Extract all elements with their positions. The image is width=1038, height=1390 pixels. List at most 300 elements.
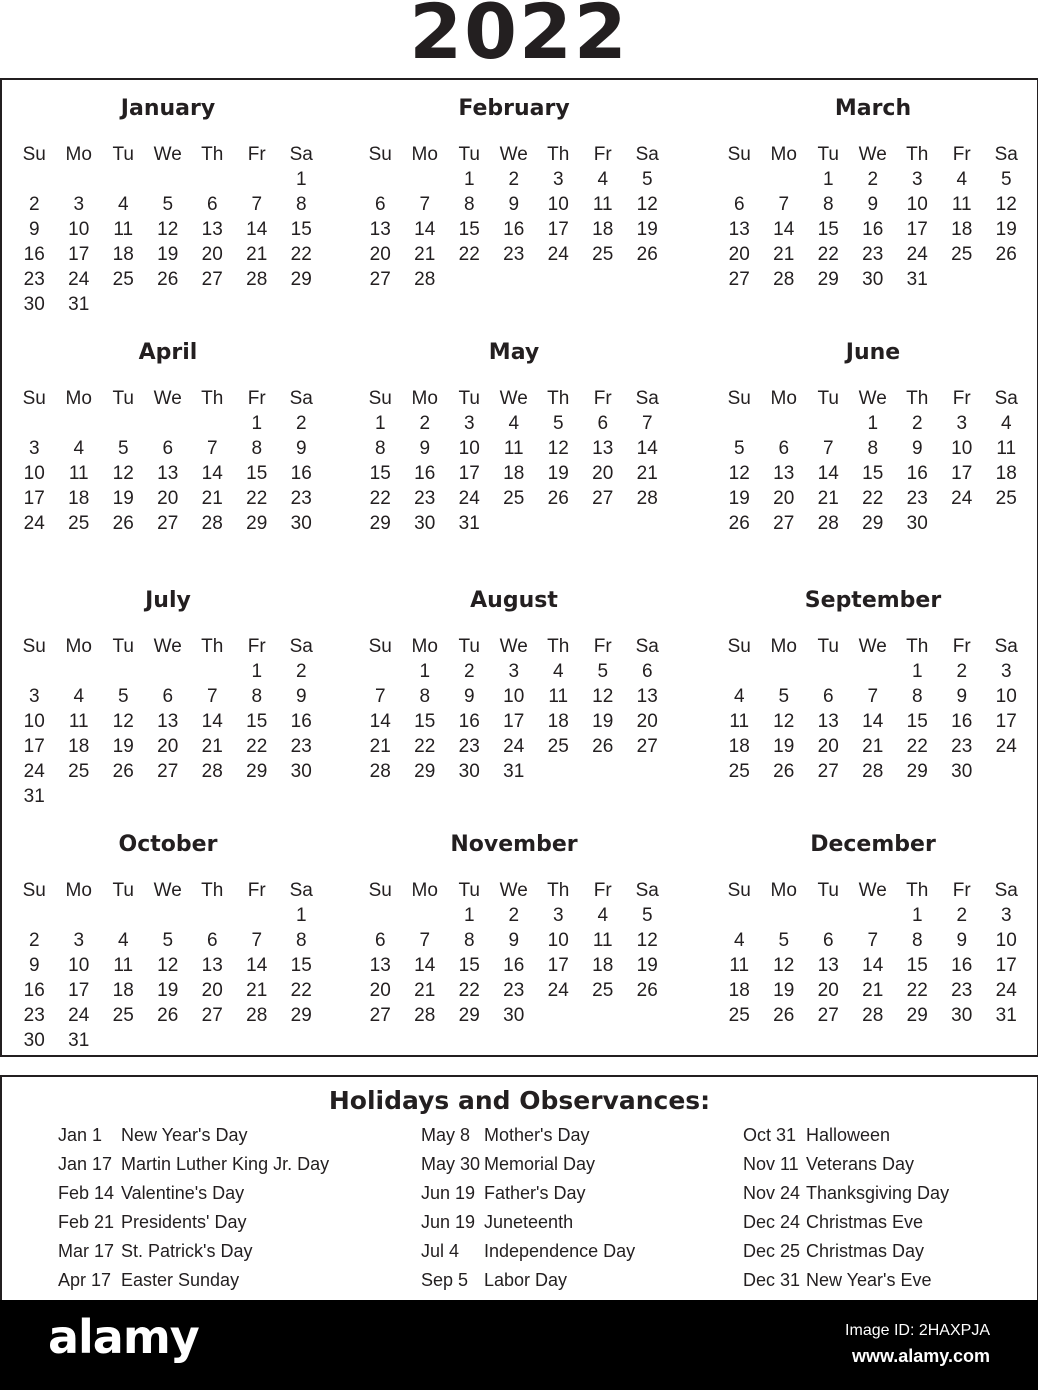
month-name: January — [120, 96, 216, 121]
week-row — [358, 511, 670, 536]
day-cell: 19 — [112, 736, 134, 757]
day-cell: 27 — [201, 269, 223, 290]
day-cell: 25 — [547, 736, 569, 757]
day-cell: 18 — [503, 463, 525, 484]
weekday-label: Fr — [952, 880, 971, 901]
weekday-label: We — [153, 636, 182, 657]
week-row — [717, 461, 1029, 486]
day-cell: 18 — [728, 736, 750, 757]
day-cell — [101, 1028, 146, 1053]
weekday-label: We — [499, 144, 528, 165]
week-row — [358, 242, 670, 267]
day-cell: 9 — [28, 955, 40, 976]
holiday-date: Feb 14 — [58, 1183, 115, 1203]
day-cell: 8 — [251, 686, 263, 707]
holiday-date: Jan 1 — [58, 1125, 103, 1145]
day-cell: 20 — [592, 463, 614, 484]
day-cell: 27 — [592, 488, 614, 509]
day-cell: 14 — [201, 711, 223, 732]
month-name: September — [804, 588, 942, 613]
day-cell: 22 — [906, 736, 928, 757]
week-row — [358, 759, 670, 784]
day-cell — [101, 167, 146, 192]
day-cell — [536, 1003, 581, 1028]
week-row — [12, 759, 324, 784]
day-cell: 4 — [73, 686, 85, 707]
day-cell — [717, 659, 762, 684]
week-row — [12, 267, 324, 292]
day-cell: 21 — [862, 736, 884, 757]
day-cell: 10 — [906, 194, 928, 215]
weekday-label: Tu — [817, 388, 839, 409]
day-cell — [12, 659, 57, 684]
month-august — [358, 586, 670, 816]
day-cell: 20 — [636, 711, 658, 732]
week-row — [358, 217, 670, 242]
week-row — [358, 709, 670, 734]
holiday-date: Dec 31 — [743, 1270, 801, 1290]
holiday-name: Thanksgiving Day — [806, 1183, 950, 1203]
week-row — [358, 436, 670, 461]
day-cell: 11 — [592, 930, 613, 951]
day-cell: 29 — [906, 761, 928, 782]
day-cell: 16 — [862, 219, 884, 240]
weekday-label: Mo — [770, 388, 797, 409]
day-cell: 31 — [503, 761, 525, 782]
day-cell — [101, 659, 146, 684]
day-cell: 15 — [906, 955, 928, 976]
day-cell: 20 — [201, 244, 223, 265]
month-days-grid — [12, 142, 324, 317]
weekday-label: Mo — [770, 144, 797, 165]
day-cell — [581, 1003, 626, 1028]
day-cell: 20 — [773, 488, 795, 509]
week-row — [358, 734, 670, 759]
holiday-name: Father's Day — [484, 1183, 586, 1203]
day-cell: 7 — [251, 930, 263, 951]
day-cell — [235, 903, 280, 928]
day-cell: 25 — [112, 269, 134, 290]
week-row — [717, 192, 1029, 217]
day-cell: 12 — [112, 463, 134, 484]
day-cell: 10 — [547, 194, 569, 215]
day-cell: 19 — [773, 980, 795, 1001]
week-row — [12, 1028, 324, 1053]
day-cell: 8 — [295, 194, 307, 215]
month-march — [717, 94, 1029, 324]
day-cell: 14 — [773, 219, 795, 240]
day-cell: 15 — [290, 219, 312, 240]
holiday-name: Labor Day — [484, 1270, 568, 1290]
holiday-item — [58, 1150, 329, 1179]
weekday-label: Sa — [289, 388, 313, 409]
day-cell — [851, 659, 896, 684]
week-row — [717, 267, 1029, 292]
day-cell: 21 — [636, 463, 658, 484]
weekday-label: Su — [368, 880, 392, 901]
day-cell — [101, 784, 146, 809]
month-october — [12, 830, 324, 1060]
day-cell: 31 — [68, 294, 90, 315]
day-cell: 15 — [458, 219, 480, 240]
day-cell: 30 — [23, 1030, 45, 1051]
day-cell: 4 — [117, 194, 129, 215]
day-cell: 10 — [458, 438, 480, 459]
day-cell: 11 — [592, 194, 613, 215]
day-cell — [279, 1028, 324, 1053]
day-cell: 27 — [201, 1005, 223, 1026]
week-row — [717, 759, 1029, 784]
day-cell: 8 — [463, 930, 475, 951]
holiday-item — [58, 1266, 329, 1295]
day-cell: 10 — [503, 686, 525, 707]
holiday-item — [421, 1237, 635, 1266]
day-cell: 18 — [592, 955, 614, 976]
week-row — [358, 953, 670, 978]
holiday-date: Apr 17 — [58, 1270, 112, 1290]
day-cell: 13 — [201, 219, 223, 240]
week-row — [358, 267, 670, 292]
day-cell: 5 — [597, 661, 609, 682]
day-cell: 2 — [956, 905, 968, 926]
holiday-name: Christmas Eve — [806, 1212, 924, 1232]
week-row — [358, 167, 670, 192]
day-cell: 19 — [157, 244, 179, 265]
day-cell: 14 — [246, 219, 268, 240]
day-cell: 10 — [995, 686, 1017, 707]
day-cell: 14 — [817, 463, 839, 484]
day-cell: 4 — [73, 438, 85, 459]
day-cell: 11 — [729, 711, 750, 732]
holiday-item — [421, 1208, 635, 1237]
week-row — [717, 953, 1029, 978]
day-cell: 28 — [201, 513, 223, 534]
day-cell: 9 — [508, 930, 520, 951]
day-cell: 24 — [547, 980, 569, 1001]
day-cell: 23 — [458, 736, 480, 757]
day-cell — [101, 411, 146, 436]
weekday-label: Fr — [593, 636, 612, 657]
holiday-date: May 8 — [421, 1125, 471, 1145]
day-cell: 2 — [295, 413, 307, 434]
day-cell — [806, 411, 851, 436]
weekday-label: Tu — [112, 388, 134, 409]
day-cell: 22 — [817, 244, 839, 265]
weekday-label: Th — [201, 880, 224, 901]
weekday-label: Su — [727, 880, 751, 901]
holiday-date: Dec 25 — [743, 1241, 801, 1261]
holiday-name: Christmas Day — [806, 1241, 925, 1261]
weekday-header — [717, 386, 1029, 411]
day-cell: 28 — [862, 1005, 884, 1026]
day-cell — [940, 511, 985, 536]
day-cell: 19 — [728, 488, 750, 509]
day-cell: 8 — [911, 930, 923, 951]
day-cell: 25 — [68, 761, 90, 782]
weekday-label: Fr — [593, 388, 612, 409]
day-cell: 26 — [157, 1005, 179, 1026]
day-cell: 13 — [157, 463, 179, 484]
week-row — [12, 217, 324, 242]
holiday-date: Feb 21 — [58, 1212, 115, 1232]
weekday-label: Sa — [635, 880, 659, 901]
day-cell: 2 — [508, 169, 520, 190]
day-cell: 26 — [636, 244, 658, 265]
weekday-label: Sa — [289, 636, 313, 657]
week-row — [12, 734, 324, 759]
day-cell — [279, 292, 324, 317]
day-cell: 28 — [246, 1005, 268, 1026]
day-cell: 21 — [414, 980, 436, 1001]
day-cell: 3 — [73, 194, 85, 215]
day-cell — [190, 903, 235, 928]
weekday-label: We — [858, 880, 887, 901]
day-cell: 1 — [295, 169, 307, 190]
day-cell: 28 — [414, 269, 436, 290]
day-cell: 10 — [23, 463, 45, 484]
day-cell: 28 — [369, 761, 391, 782]
day-cell: 11 — [548, 686, 569, 707]
day-cell — [806, 903, 851, 928]
day-cell: 9 — [911, 438, 923, 459]
holiday-date: Mar 17 — [58, 1241, 115, 1261]
week-row — [717, 411, 1029, 436]
day-cell: 2 — [956, 661, 968, 682]
day-cell: 24 — [547, 244, 569, 265]
day-cell: 6 — [162, 438, 174, 459]
month-july — [12, 586, 324, 816]
holiday-name: Halloween — [806, 1125, 891, 1145]
day-cell: 17 — [951, 463, 973, 484]
month-may — [358, 338, 670, 568]
weekday-label: Tu — [112, 144, 134, 165]
day-cell: 9 — [956, 930, 968, 951]
day-cell: 24 — [503, 736, 525, 757]
day-cell: 18 — [728, 980, 750, 1001]
month-days-grid — [358, 878, 670, 1028]
week-row — [12, 928, 324, 953]
day-cell — [625, 1003, 670, 1028]
holidays-column-2 — [421, 1121, 635, 1295]
day-cell: 13 — [728, 219, 750, 240]
day-cell — [146, 903, 191, 928]
day-cell: 16 — [290, 463, 312, 484]
weekday-label: Sa — [994, 636, 1018, 657]
day-cell: 22 — [414, 736, 436, 757]
day-cell: 3 — [956, 413, 968, 434]
weekday-label: Th — [547, 636, 570, 657]
month-december — [717, 830, 1029, 1060]
day-cell: 18 — [951, 219, 973, 240]
day-cell: 9 — [295, 438, 307, 459]
day-cell: 8 — [374, 438, 386, 459]
week-row — [12, 292, 324, 317]
month-days-grid — [12, 634, 324, 809]
day-cell: 10 — [68, 955, 90, 976]
month-name: February — [458, 96, 570, 121]
day-cell: 5 — [641, 169, 653, 190]
day-cell: 24 — [995, 736, 1017, 757]
month-days-grid — [717, 142, 1029, 292]
holiday-item — [743, 1150, 949, 1179]
holiday-date: Jun 19 — [421, 1183, 476, 1203]
weekday-header — [717, 634, 1029, 659]
day-cell: 8 — [822, 194, 834, 215]
day-cell: 26 — [773, 1005, 795, 1026]
week-row — [358, 684, 670, 709]
day-cell: 24 — [68, 269, 90, 290]
weekday-header — [12, 634, 324, 659]
day-cell: 30 — [414, 513, 436, 534]
day-cell: 7 — [419, 194, 431, 215]
day-cell: 24 — [23, 761, 45, 782]
day-cell — [235, 1028, 280, 1053]
day-cell: 2 — [911, 413, 923, 434]
day-cell: 14 — [201, 463, 223, 484]
week-row — [12, 436, 324, 461]
day-cell: 16 — [951, 955, 973, 976]
week-row — [12, 461, 324, 486]
day-cell: 23 — [414, 488, 436, 509]
day-cell: 11 — [996, 438, 1017, 459]
day-cell: 19 — [995, 219, 1017, 240]
site-url: www.alamy.com — [851, 1346, 990, 1366]
day-cell — [536, 759, 581, 784]
day-cell: 27 — [157, 513, 179, 534]
week-row — [717, 928, 1029, 953]
month-april — [12, 338, 324, 568]
day-cell — [717, 903, 762, 928]
day-cell: 21 — [246, 980, 268, 1001]
day-cell: 13 — [369, 219, 391, 240]
day-cell: 12 — [547, 438, 569, 459]
day-cell: 25 — [995, 488, 1017, 509]
day-cell: 23 — [290, 736, 312, 757]
day-cell: 22 — [246, 736, 268, 757]
day-cell: 15 — [290, 955, 312, 976]
day-cell — [190, 659, 235, 684]
day-cell: 30 — [951, 1005, 973, 1026]
day-cell: 29 — [246, 513, 268, 534]
day-cell — [190, 411, 235, 436]
weekday-label: We — [499, 388, 528, 409]
holiday-name: Valentine's Day — [121, 1183, 245, 1203]
holiday-item — [58, 1179, 329, 1208]
day-cell: 1 — [911, 661, 923, 682]
weekday-header — [12, 386, 324, 411]
day-cell — [581, 267, 626, 292]
day-cell: 23 — [23, 1005, 45, 1026]
day-cell: 20 — [369, 980, 391, 1001]
weekday-label: Mo — [65, 880, 92, 901]
day-cell: 24 — [23, 513, 45, 534]
day-cell: 8 — [419, 686, 431, 707]
day-cell: 14 — [636, 438, 658, 459]
week-row — [717, 709, 1029, 734]
day-cell: 5 — [733, 438, 745, 459]
day-cell: 25 — [68, 513, 90, 534]
day-cell: 24 — [951, 488, 973, 509]
day-cell: 13 — [592, 438, 614, 459]
month-days-grid — [717, 386, 1029, 536]
day-cell — [536, 267, 581, 292]
day-cell — [190, 167, 235, 192]
week-row — [358, 928, 670, 953]
day-cell: 2 — [28, 194, 40, 215]
holiday-name: Independence Day — [484, 1241, 636, 1261]
day-cell — [358, 903, 403, 928]
month-days-grid — [12, 878, 324, 1053]
day-cell: 7 — [867, 930, 879, 951]
day-cell: 5 — [778, 930, 790, 951]
day-cell: 12 — [995, 194, 1017, 215]
day-cell: 18 — [995, 463, 1017, 484]
weekday-label: Sa — [635, 388, 659, 409]
weekday-header — [358, 634, 670, 659]
weekday-label: We — [499, 636, 528, 657]
day-cell: 7 — [822, 438, 834, 459]
weekday-label: We — [858, 636, 887, 657]
day-cell: 20 — [157, 488, 179, 509]
day-cell: 17 — [458, 463, 480, 484]
day-cell: 1 — [911, 905, 923, 926]
day-cell: 2 — [508, 905, 520, 926]
day-cell: 3 — [1000, 661, 1012, 682]
day-cell: 26 — [636, 980, 658, 1001]
weekday-header — [358, 386, 670, 411]
day-cell: 3 — [508, 661, 520, 682]
day-cell: 16 — [906, 463, 928, 484]
holiday-date: May 30 — [421, 1154, 481, 1174]
day-cell: 9 — [295, 686, 307, 707]
month-february — [358, 94, 670, 324]
day-cell: 6 — [641, 661, 653, 682]
day-cell — [984, 759, 1029, 784]
day-cell: 4 — [597, 169, 609, 190]
day-cell: 22 — [369, 488, 391, 509]
week-row — [12, 511, 324, 536]
day-cell: 28 — [773, 269, 795, 290]
day-cell — [235, 292, 280, 317]
day-cell: 29 — [414, 761, 436, 782]
holiday-item — [58, 1121, 329, 1150]
weekday-label: Fr — [952, 636, 971, 657]
day-cell: 29 — [290, 269, 312, 290]
day-cell: 12 — [157, 955, 179, 976]
day-cell: 30 — [951, 761, 973, 782]
week-row — [12, 411, 324, 436]
holiday-date: Nov 11 — [743, 1154, 799, 1174]
day-cell: 17 — [547, 219, 569, 240]
month-days-grid — [358, 386, 670, 536]
weekday-label: Sa — [635, 636, 659, 657]
day-cell — [12, 903, 57, 928]
day-cell — [447, 267, 492, 292]
week-row — [12, 978, 324, 1003]
day-cell: 26 — [547, 488, 569, 509]
week-row — [717, 511, 1029, 536]
day-cell: 20 — [817, 736, 839, 757]
day-cell: 27 — [636, 736, 658, 757]
day-cell: 12 — [636, 930, 658, 951]
day-cell: 9 — [956, 686, 968, 707]
day-cell: 17 — [68, 980, 90, 1001]
weekday-label: Mo — [411, 388, 438, 409]
day-cell: 11 — [503, 438, 524, 459]
week-row — [12, 784, 324, 809]
weekday-label: Mo — [770, 636, 797, 657]
weekday-label: Su — [22, 636, 46, 657]
